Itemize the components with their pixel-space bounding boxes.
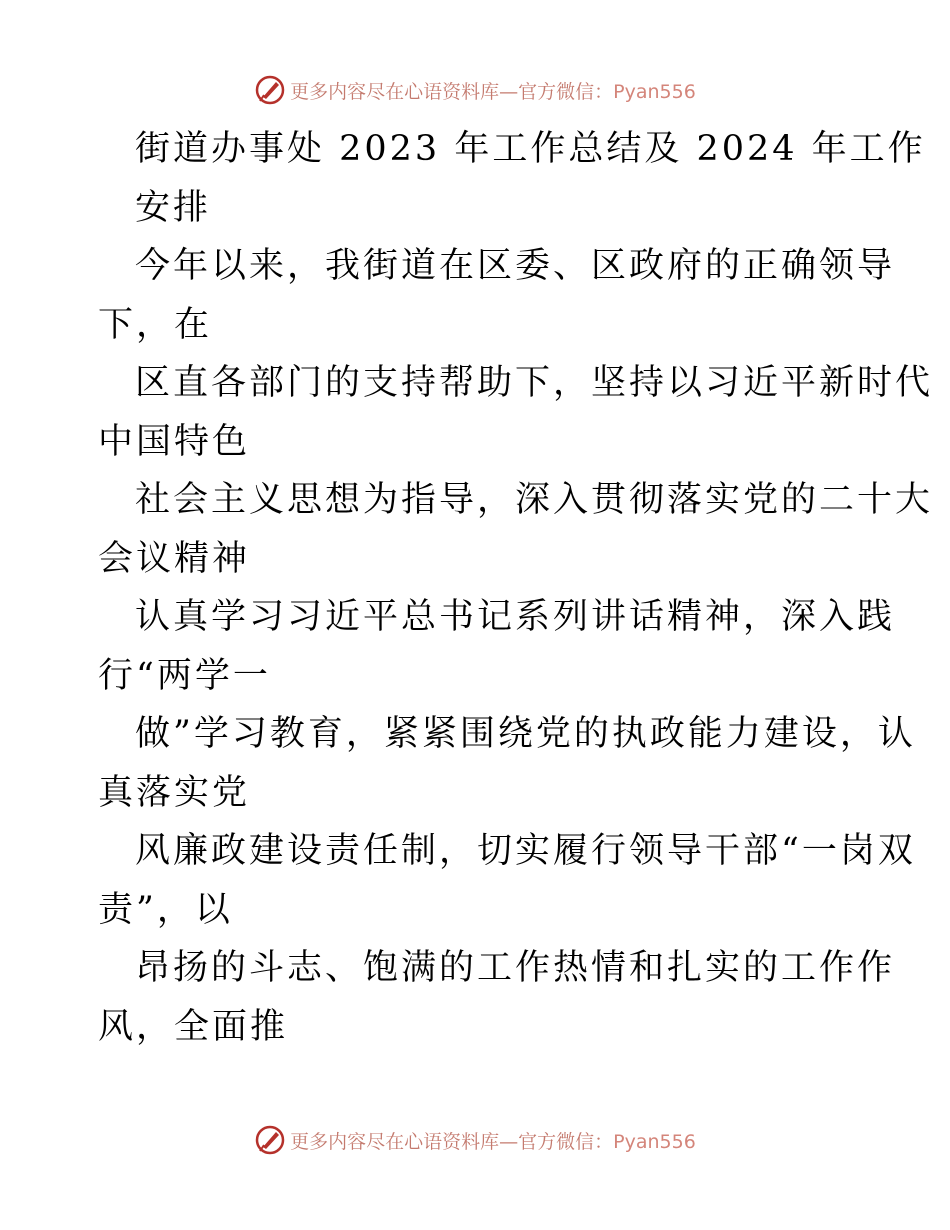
text-line: 会议精神 [98,538,251,579]
quill-pen-logo-icon [254,74,286,106]
text-line: 真落实党 [98,772,251,813]
text-line: 责”，以 [98,889,233,930]
text-line: 今年以来，我街道在区委、区政府的正确领导 [135,246,896,286]
footer-watermark [0,1120,950,1160]
text-line: 风，全面推 [98,1006,289,1047]
header-watermark [0,70,950,110]
text-line: 中国特色 [98,421,251,462]
text-line: 认真学习习近平总书记系列讲话精神，深入践 [135,597,896,637]
quill-pen-logo-icon [254,1124,286,1156]
text-line: 下，在 [98,304,213,345]
watermark-text: 更多内容尽在心语资料库—官方微信：Pyan556 [290,1130,696,1153]
text-line: 风廉政建设责任制，切实履行领导干部“一岗双 [135,831,916,871]
text-line: 昂扬的斗志、饱满的工作热情和扎实的工作作 [135,948,896,988]
text-line: 行“两学一 [98,655,271,696]
document-body [98,120,934,1056]
watermark-text: 更多内容尽在心语资料库—官方微信：Pyan556 [290,80,696,103]
text-line: 安排 [135,187,212,228]
text-line: 街道办事处 2023 年工作总结及 2024 年工作 [135,129,926,169]
text-line: 区直各部门的支持帮助下，坚持以习近平新时代 [135,363,934,403]
text-line: 社会主义思想为指导，深入贯彻落实党的二十大 [135,480,934,520]
text-line: 做”学习教育，紧紧围绕党的执政能力建设，认 [135,714,916,754]
